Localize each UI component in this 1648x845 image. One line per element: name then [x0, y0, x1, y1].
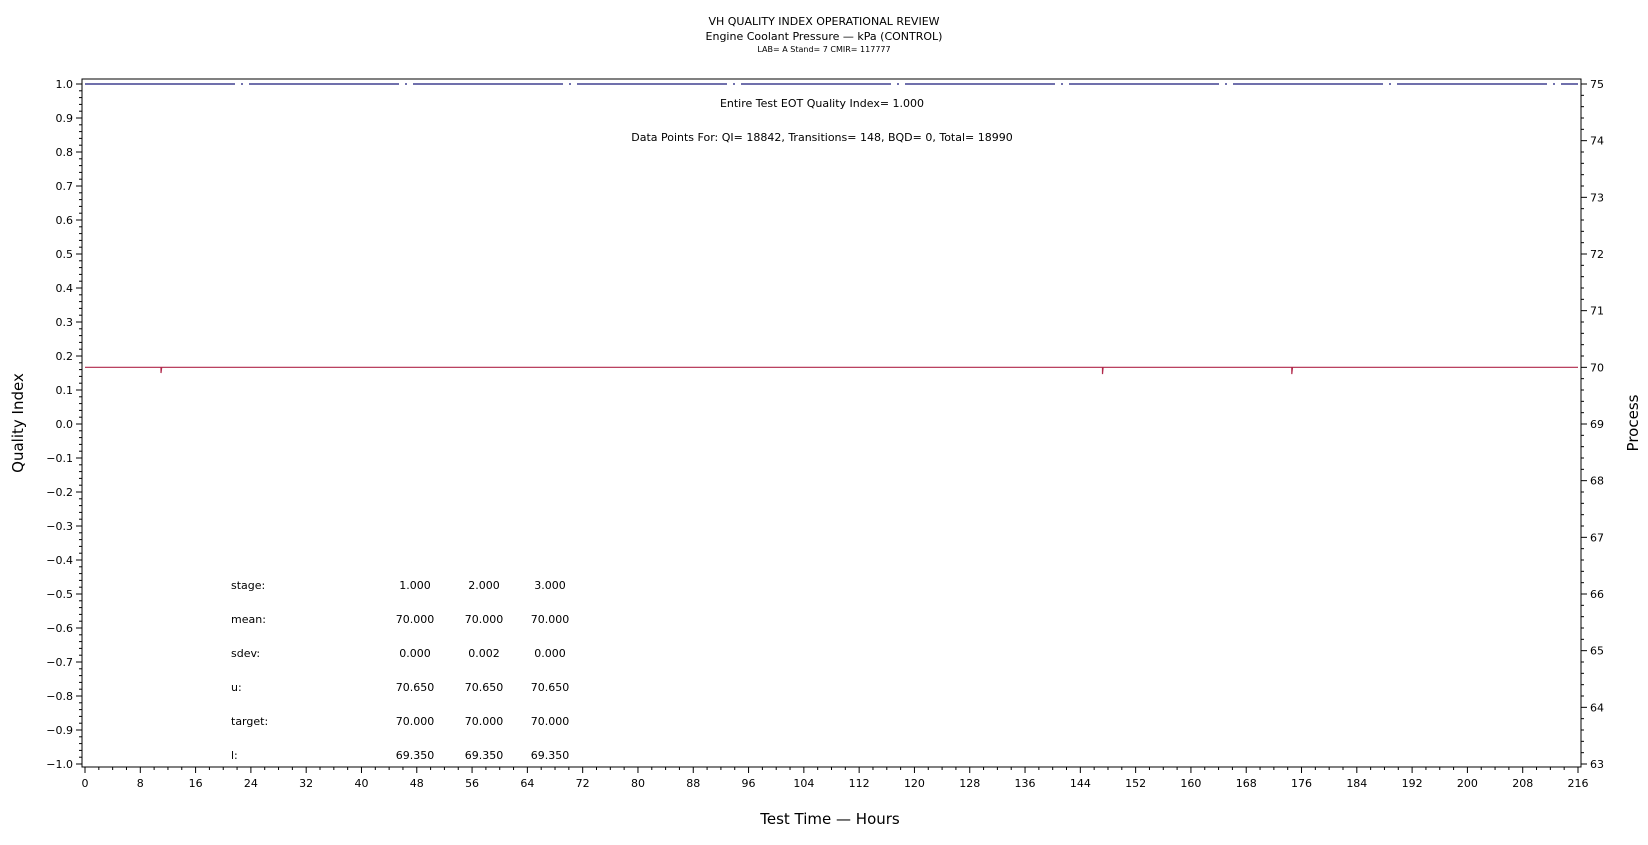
x-axis-label: Test Time — Hours [760, 810, 900, 828]
x-tick-label: 168 [1235, 777, 1257, 790]
stats-cell: 70.000 [530, 613, 570, 626]
process-line [85, 367, 1578, 374]
stats-cell: 69.350 [530, 749, 570, 762]
chart-info-line: LAB= A Stand= 7 CMIR= 117777 [757, 45, 891, 54]
x-tick-label: 200 [1456, 777, 1478, 790]
y-left-tick-label: 0.0 [55, 418, 73, 431]
x-tick-label: 120 [903, 777, 925, 790]
y-right-tick-label: 75 [1590, 78, 1604, 91]
y-left-tick-label: −0.3 [46, 520, 73, 533]
y-right-tick-label: 70 [1590, 361, 1604, 375]
y-left-tick-label: −1.0 [46, 758, 73, 771]
stats-row-label: sdev: [231, 647, 261, 660]
y-left-tick-label: 0.2 [55, 350, 73, 363]
x-tick-label: 112 [848, 777, 870, 790]
y-right-tick-label: 66 [1590, 588, 1604, 601]
x-tick-label: 48 [409, 777, 424, 790]
y-left-tick-label: 0.6 [55, 214, 73, 227]
x-tick-label: 152 [1125, 777, 1147, 790]
y-left-tick-label: −0.6 [46, 622, 73, 635]
y-left-tick-label: −0.8 [46, 690, 73, 703]
x-tick-label: 136 [1014, 777, 1036, 790]
y-left-tick-label: −0.1 [46, 452, 73, 465]
plot-frame [82, 79, 1581, 767]
stats-row-label: u: [231, 681, 242, 694]
y-right-tick-label: 67 [1590, 531, 1604, 545]
stats-cell: 70.000 [464, 715, 504, 728]
y-left-tick-label: −0.2 [46, 486, 73, 499]
x-tick-label: 24 [243, 777, 258, 790]
y-left-tick-label: 0.5 [55, 248, 73, 261]
y-left-tick-label: 0.3 [55, 316, 73, 329]
x-tick-label: 176 [1291, 777, 1313, 790]
series-layer [85, 84, 1578, 374]
y-right-tick-label: 64 [1590, 701, 1604, 715]
stats-cell: 70.650 [464, 681, 504, 694]
y-left-tick-label: 1.0 [55, 78, 73, 91]
y-left-tick-label: 0.1 [55, 384, 73, 397]
stats-row-label: mean: [231, 613, 266, 626]
y-axis-right-label: Process [1624, 394, 1642, 452]
x-tick-label: 208 [1512, 777, 1534, 790]
y-right-tick-label: 72 [1590, 248, 1604, 261]
x-tick-label: 96 [741, 777, 756, 790]
x-tick-label: 88 [686, 777, 701, 790]
y-right-tick-label: 73 [1590, 191, 1604, 205]
y-right-tick-label: 74 [1590, 134, 1604, 148]
x-tick-label: 64 [520, 777, 535, 790]
x-tick-label: 216 [1567, 777, 1589, 790]
x-tick-label: 16 [188, 777, 203, 790]
y-right-tick-label: 71 [1590, 304, 1604, 318]
x-tick-label: 56 [465, 777, 480, 790]
y-axis-left-label: Quality Index [9, 373, 27, 473]
y-axis-right [1581, 78, 1604, 771]
stats-cell: 70.000 [464, 613, 504, 626]
x-tick-label: 32 [299, 777, 314, 790]
y-left-tick-label: 0.9 [55, 112, 73, 125]
y-left-tick-label: 0.7 [55, 180, 73, 193]
stats-cell: 70.650 [530, 681, 570, 694]
stats-cell: 3.000 [534, 579, 566, 592]
stats-table [231, 579, 569, 762]
stats-row-label: target: [231, 715, 269, 728]
y-left-tick-label: −0.4 [46, 554, 73, 567]
y-left-tick-label: −0.9 [46, 724, 73, 737]
stats-cell: 70.650 [395, 681, 435, 694]
x-axis [82, 767, 1589, 790]
x-tick-label: 104 [793, 777, 815, 790]
y-left-tick-label: 0.8 [55, 146, 73, 159]
y-right-tick-label: 68 [1590, 474, 1604, 488]
stats-cell: 0.002 [468, 647, 500, 660]
y-left-tick-label: −0.5 [46, 588, 73, 601]
stats-cell: 70.000 [395, 715, 435, 728]
x-tick-label: 72 [575, 777, 590, 790]
y-right-tick-label: 63 [1590, 758, 1604, 771]
stats-cell: 70.000 [395, 613, 435, 626]
y-axis-left [46, 78, 82, 771]
x-tick-label: 0 [81, 777, 89, 790]
y-right-tick-label: 69 [1590, 418, 1604, 431]
y-right-tick-label: 65 [1590, 644, 1604, 658]
x-tick-label: 40 [354, 777, 369, 790]
x-tick-label: 144 [1069, 777, 1091, 790]
x-tick-label: 80 [630, 777, 645, 790]
y-left-tick-label: −0.7 [46, 656, 73, 669]
stats-row-label: l: [231, 749, 238, 762]
stats-cell: 1.000 [399, 579, 431, 592]
x-tick-label: 160 [1180, 777, 1202, 790]
stats-cell: 0.000 [399, 647, 431, 660]
y-left-tick-label: 0.4 [55, 282, 73, 295]
stats-cell: 69.350 [464, 749, 504, 762]
stats-cell: 0.000 [534, 647, 566, 660]
x-tick-label: 192 [1401, 777, 1423, 790]
quality-index-summary: Entire Test EOT Quality Index= 1.000 [719, 97, 925, 110]
x-tick-label: 184 [1346, 777, 1368, 790]
data-points-summary: Data Points For: QI= 18842, Transitions= 148, BQD= 0, Total= 18990 [631, 131, 1013, 144]
x-tick-label: 8 [136, 777, 144, 790]
chart-title: VH QUALITY INDEX OPERATIONAL REVIEW [708, 15, 940, 28]
plot-area [82, 79, 1581, 767]
stats-row-label: stage: [231, 579, 266, 592]
stats-cell: 2.000 [468, 579, 500, 592]
chart-subtitle: Engine Coolant Pressure — kPa (CONTROL) [705, 30, 943, 43]
x-tick-label: 128 [959, 777, 981, 790]
stats-cell: 69.350 [395, 749, 435, 762]
stats-cell: 70.000 [530, 715, 570, 728]
